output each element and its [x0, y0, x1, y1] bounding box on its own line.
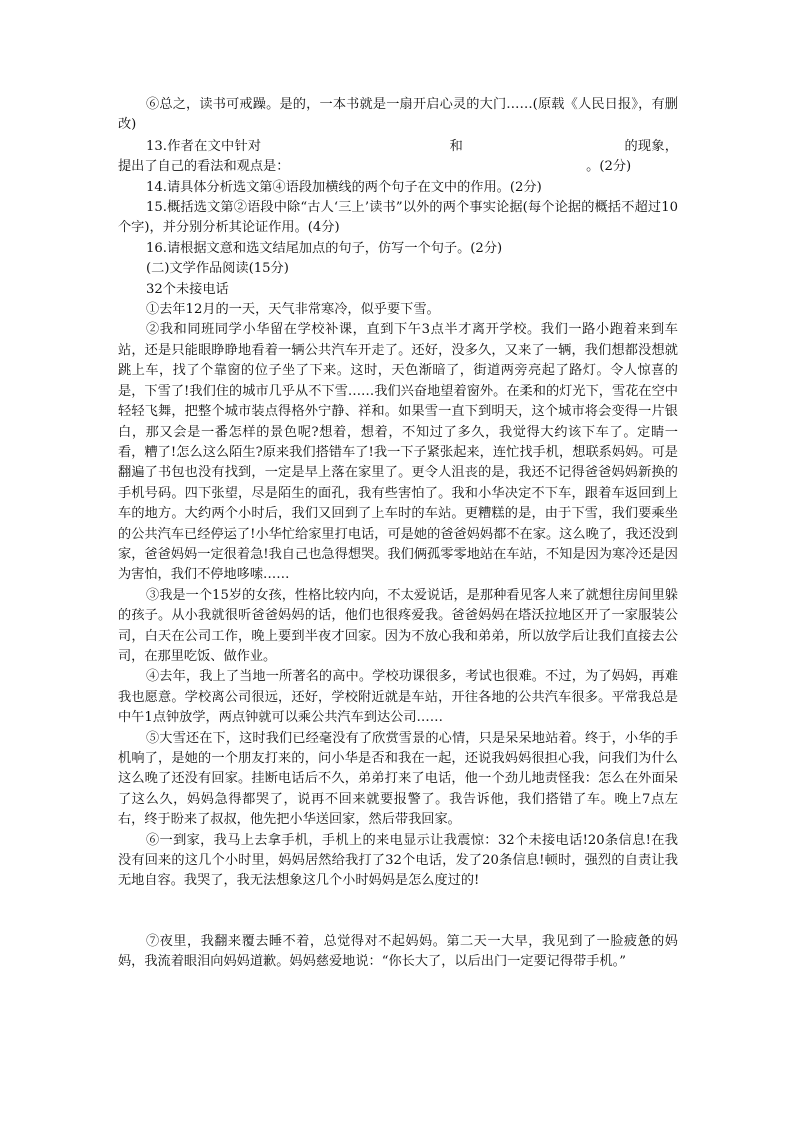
- story-paragraph-4: ④去年，我上了当地一所著名的高中。学校功课很多，考试也很难。不过，为了妈妈，再难我也愿意。学校离公司很远，还好，学校附近就是车站，开往各地的公共汽车很多。平常我总是中午1点钟放学，两点钟就可以乘公共汽车到达公司……: [118, 669, 678, 726]
- question-15: 15.概括选文第②语段中除“古人‘三上’读书”以外的两个事实论据(每个论据的概括不超过10个字)，并分别分析其论证作用。(4分): [118, 200, 678, 236]
- story-paragraph-5: ⑤大雪还在下，这时我们已经毫没有了欣赏雪景的心情，只是呆呆地站着。终于，小华的手机响了，是她的一个朋友打来的，问小华是否和我在一起，还说我妈妈很担心我，问我们为什么这么晚了还没有回家。挂断电话后不久，弟弟打来了电话，他一个劲儿地责怪我：怎么在外面呆了这么久，妈妈急得都哭了，说再不回来就要报警了。我告诉他，我们搭错了车。晚上7点左右，终于盼来了叔叔，他先把小华送回家，然后带我回家。: [118, 730, 678, 828]
- section-heading: (二)文学作品阅读(15分): [146, 261, 289, 277]
- story-title: 32个未接电话: [146, 281, 229, 297]
- paragraph-conclusion: ⑥总之，读书可戒躁。是的，一本书就是一扇开启心灵的大门……(原载《人民日报》，有删改): [118, 97, 678, 133]
- question-16: 16.请根据文意和选文结尾加点的句子，仿写一个句子。(2分): [146, 240, 503, 256]
- story-paragraph-3: ③我是一个15岁的女孩，性格比较内向，不太爱说话，是那种看见客人来了就想往房间里躲的孩子。从小我就很听爸爸妈妈的话，他们也很疼爱我。爸爸妈妈在塔沃拉地区开了一家服装公司，白天在公司工作，晚上要到半夜才回家。因为不放心我和弟弟，所以放学后让我们直接去公司，在那里吃饭、做作业。: [118, 587, 678, 664]
- story-paragraph-1: ①去年12月的一天，天气非常寒冷，似乎要下雪。: [146, 302, 440, 318]
- story-paragraph-2: ②我和同班同学小华留在学校补课，直到下午3点半才离开学校。我们一路小跑着来到车站，还是只能眼睁睁地看着一辆公共汽车开走了。还好，没多久，又来了一辆，我们想都没想就跳上车，找了个靠窗的位子坐了下来。这时，天色渐暗了，街道两旁亮起了路灯。令人惊喜的是，下雪了!我们住的城市几乎从不下雪……我们兴奋地望着窗外。在柔和的灯光下，雪花在空中轻轻飞舞，把整个城市装点得格外宁静、祥和。如果雪一直下到明天，这个城市将会变得一片银白，那又会是一番怎样的景色呢?想着，想着，不知过了多久，我觉得大约该下车了。定睛一看，糟了!怎么这么陌生?原来我们搭错车了!我一下子紧张起来，连忙找手机，想联系妈妈。可是翻遍了书包也没有找到，一定是早上落在家里了。更令人沮丧的是，我还不记得爸爸妈妈新换的手机号码。四下张望，尽是陌生的面孔，我有些害怕了。我和小华决定不下车，跟着车返回到上车的地方。大约两个小时后，我们又回到了上车时的车站。更糟糕的是，由于下雪，我们要乘坐的公共汽车已经停运了!小华忙给家里打电话，可是她的爸爸妈妈都不在家。这么晚了，我还没到家，爸爸妈妈一定很着急!我自己也急得想哭。我们俩孤零零地站在车站，不知是因为寒冷还是因为害怕，我们不停地哆嗦……: [118, 322, 678, 583]
- document-page: [118, 95, 678, 973]
- question-13: 13.作者在文中针对 和 的现象，提出了自己的看法和观点是： 。(2分): [118, 138, 678, 175]
- story-paragraph-6: ⑥一到家，我马上去拿手机，手机上的来电显示让我震惊：32个未接电话!20条信息!在我没有回来的这几个小时里，妈妈居然给我打了32个电话，发了20条信息!顿时，强烈的自责让我无地自容。我哭了，我无法想象这几个小时妈妈是怎么度过的!: [118, 832, 678, 889]
- question-14: 14.请具体分析选文第④语段加横线的两个句子在文中的作用。(2分): [146, 179, 542, 195]
- story-paragraph-7: ⑦夜里，我翻来覆去睡不着，总觉得对不起妈妈。第二天一大早，我见到了一脸疲惫的妈妈，我流着眼泪向妈妈道歉。妈妈慈爱地说：“你长大了，以后出门一定要记得带手机。”: [118, 933, 678, 970]
